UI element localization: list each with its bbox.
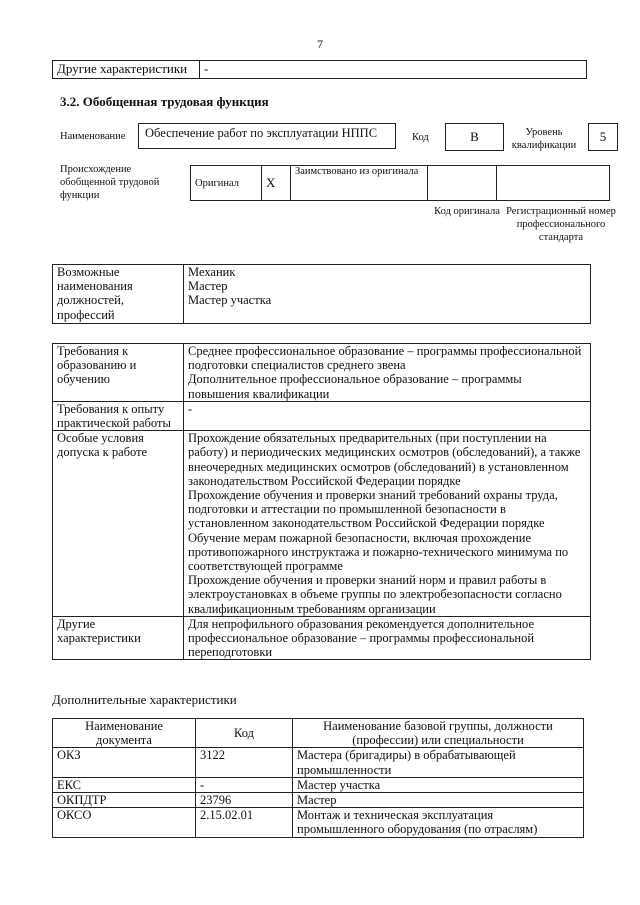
page-number: 7 [317, 37, 323, 51]
additional-header-code: Код [196, 719, 293, 748]
prev-section-value: - [200, 61, 587, 79]
additional-header-doc: Наименование документа [53, 719, 196, 748]
origin-table [190, 165, 610, 201]
table-row [53, 808, 584, 837]
position-item: Мастер [188, 279, 228, 294]
req-other-text: Для непрофильного образования рекомендуется дополнительное профессиональное образование – программы профессиональной переподготовки [184, 616, 591, 660]
reg-number-cell [497, 166, 610, 201]
additional-name: Мастера (бригадиры) в обрабатывающей промышленности [293, 748, 584, 777]
req-admission-text: Прохождение обязательных предварительных (при поступлении на работу) и периодических медицинских осмотров (обследований), а также внеочередных медицинских осмотров (обследований) в установленном законодательством Российской Федерации порядке Прохождение обучения и проверки знаний требований охраны труда, подготовки и аттестации по промышленной безопасности в установленном законодательством Российской Федерации порядке Обучение мерам пожарной безопасности, включая прохождение противопожарного инструктажа и пожарно-технического минимума по соответствующей программе Прохождение обучения и проверки знаний норм и правил работы в электроустановках в объеме группы по электробезопасности согласно квалификационным требованиям организации [184, 431, 591, 617]
prev-section-label: Другие характеристики [53, 61, 200, 79]
additional-code: - [196, 777, 293, 792]
code-label: Код [412, 132, 429, 143]
req-other-label: Другие характеристики [53, 616, 184, 660]
position-item: Мастер участка [188, 293, 272, 308]
code-original-label: Код оригинала [434, 206, 500, 217]
origin-label: Происхождение обобщенной трудовой функции [60, 164, 160, 201]
req-experience-label: Требования к опыту практической работы [53, 401, 184, 430]
table-row [53, 748, 584, 777]
additional-doc: ОКЗ [53, 748, 196, 777]
additional-name: Мастер участка [293, 777, 584, 792]
additional-header-name: Наименование базовой группы, должности (профессии) или специальности [293, 719, 584, 748]
prev-section-table [52, 60, 587, 79]
requirements-table [52, 343, 591, 660]
additional-doc: ОКСО [53, 808, 196, 837]
positions-label: Возможные наименования должностей, профессий [53, 265, 184, 324]
positions-table [52, 264, 591, 324]
function-name-box: Обеспечение работ по эксплуатации НППС [138, 123, 396, 149]
name-label: Наименование [60, 131, 126, 142]
req-experience-text: - [184, 401, 591, 430]
req-admission-label: Особые условия допуска к работе [53, 431, 184, 617]
level-value-box: 5 [588, 123, 618, 151]
function-code-box: В [445, 123, 504, 151]
position-item: Механик [188, 265, 236, 279]
code-original-cell [428, 166, 497, 201]
section-title: 3.2. Обобщенная трудовая функция [60, 94, 269, 109]
original-label: Оригинал [191, 166, 262, 201]
req-education-label: Требования к образованию и обучению [53, 344, 184, 402]
additional-name: Мастер [293, 793, 584, 808]
additional-doc: ОКПДТР [53, 793, 196, 808]
req-education-text: Среднее профессиональное образование – программы профессиональной подготовки специалистов среднего звена Дополнительное профессиональное образование – программы повышения квалификации [184, 344, 591, 402]
additional-code: 23796 [196, 793, 293, 808]
additional-code: 2.15.02.01 [196, 808, 293, 837]
original-mark: X [262, 166, 291, 201]
additional-name: Монтаж и техническая эксплуатация промышленного оборудования (по отраслям) [293, 808, 584, 837]
table-row [53, 777, 584, 792]
additional-title: Дополнительные характеристики [52, 692, 237, 707]
additional-table [52, 718, 584, 838]
positions-list [184, 265, 591, 324]
additional-doc: ЕКС [53, 777, 196, 792]
additional-code: 3122 [196, 748, 293, 777]
table-row [53, 793, 584, 808]
borrowed-label: Заимствовано из оригинала [291, 166, 428, 201]
level-label: Уровень квалификации [511, 127, 577, 151]
reg-number-label: Регистрационный номер профессионального стандарта [506, 206, 616, 243]
